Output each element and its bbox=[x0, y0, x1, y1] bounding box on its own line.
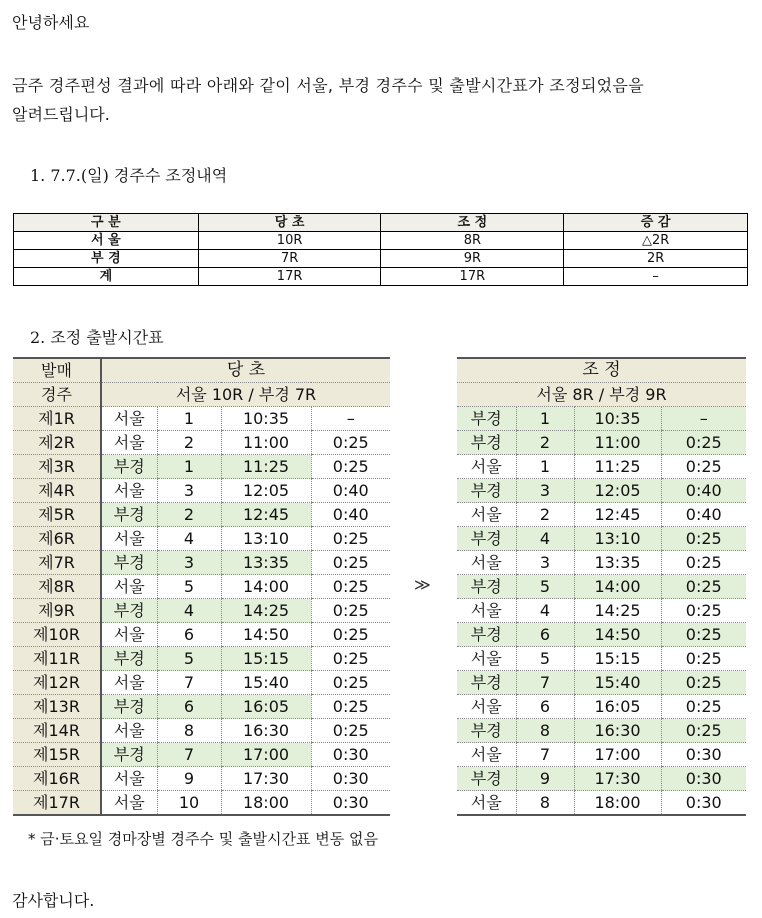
summary-cell: 10R bbox=[198, 232, 381, 250]
schedule-gap: 0:30 bbox=[311, 767, 390, 791]
schedule-row bbox=[457, 455, 746, 479]
summary-row bbox=[14, 268, 748, 286]
schedule-track: 서울 bbox=[101, 407, 157, 431]
schedule-time: 15:15 bbox=[574, 647, 661, 671]
schedule-row bbox=[13, 671, 390, 695]
adjusted-schedule-table bbox=[457, 357, 746, 816]
adjusted-title: 조 정 bbox=[457, 358, 746, 383]
original-schedule-table bbox=[13, 357, 390, 816]
summary-cell: △2R bbox=[564, 232, 748, 250]
schedule-row bbox=[13, 599, 390, 623]
schedule-num: 1 bbox=[516, 455, 574, 479]
schedule-num: 2 bbox=[516, 431, 574, 455]
schedule-row bbox=[457, 767, 746, 791]
footnote: * 금·토요일 경마장별 경주수 및 출발시간표 변동 없음 bbox=[28, 830, 378, 848]
schedule-row bbox=[457, 623, 746, 647]
schedule-time: 16:30 bbox=[574, 719, 661, 743]
schedule-time: 18:00 bbox=[221, 791, 311, 816]
schedule-time: 14:25 bbox=[574, 599, 661, 623]
schedule-time: 16:30 bbox=[221, 719, 311, 743]
schedule-track: 서울 bbox=[457, 695, 516, 719]
schedule-num: 6 bbox=[516, 623, 574, 647]
schedule-gap: 0:25 bbox=[311, 599, 390, 623]
schedule-row bbox=[457, 599, 746, 623]
schedule-time: 15:40 bbox=[221, 671, 311, 695]
schedule-time: 16:05 bbox=[574, 695, 661, 719]
schedule-time: 14:50 bbox=[574, 623, 661, 647]
summary-header-cell: 당 초 bbox=[198, 214, 381, 232]
race-label: 제5R bbox=[13, 503, 101, 527]
schedule-track: 부경 bbox=[101, 743, 157, 767]
schedule-num: 6 bbox=[157, 695, 221, 719]
race-label: 제4R bbox=[13, 479, 101, 503]
summary-row bbox=[14, 250, 748, 268]
intro-line-2: 알려드립니다. bbox=[12, 105, 110, 124]
schedule-num: 10 bbox=[157, 791, 221, 816]
summary-cell: 부 경 bbox=[14, 250, 199, 268]
schedule-track: 부경 bbox=[101, 503, 157, 527]
schedule-track: 서울 bbox=[101, 479, 157, 503]
schedule-gap: 0:25 bbox=[311, 671, 390, 695]
schedule-track: 부경 bbox=[457, 431, 516, 455]
schedule-track: 부경 bbox=[457, 671, 516, 695]
schedule-track: 부경 bbox=[101, 599, 157, 623]
race-label: 제13R bbox=[13, 695, 101, 719]
schedule-num: 4 bbox=[157, 599, 221, 623]
schedule-track: 부경 bbox=[457, 719, 516, 743]
schedule-row bbox=[457, 527, 746, 551]
schedule-num: 2 bbox=[157, 431, 221, 455]
schedule-time: 17:30 bbox=[574, 767, 661, 791]
schedule-gap: 0:40 bbox=[311, 503, 390, 527]
summary-cell: 8R bbox=[381, 232, 564, 250]
schedule-row bbox=[13, 527, 390, 551]
schedule-gap: 0:25 bbox=[661, 575, 746, 599]
race-label: 제10R bbox=[13, 623, 101, 647]
schedule-row bbox=[457, 647, 746, 671]
schedule-num: 9 bbox=[516, 767, 574, 791]
schedule-gap: 0:25 bbox=[661, 623, 746, 647]
schedule-gap: 0:25 bbox=[661, 431, 746, 455]
summary-cell: 2R bbox=[564, 250, 748, 268]
schedule-num: 5 bbox=[157, 647, 221, 671]
schedule-gap: 0:30 bbox=[661, 743, 746, 767]
schedule-track: 서울 bbox=[101, 575, 157, 599]
schedule-track: 서울 bbox=[457, 599, 516, 623]
schedule-time: 13:10 bbox=[221, 527, 311, 551]
schedule-row bbox=[457, 743, 746, 767]
race-label: 제9R bbox=[13, 599, 101, 623]
schedule-track: 서울 bbox=[457, 743, 516, 767]
schedule-row bbox=[13, 719, 390, 743]
schedule-track: 부경 bbox=[457, 575, 516, 599]
schedule-time: 13:10 bbox=[574, 527, 661, 551]
schedule-num: 5 bbox=[516, 575, 574, 599]
schedule-time: 14:50 bbox=[221, 623, 311, 647]
schedule-time: 11:25 bbox=[574, 455, 661, 479]
race-label: 제7R bbox=[13, 551, 101, 575]
schedule-num: 5 bbox=[516, 647, 574, 671]
schedule-num: 5 bbox=[157, 575, 221, 599]
schedule-row bbox=[13, 503, 390, 527]
summary-cell: 계 bbox=[14, 268, 199, 286]
schedule-gap: 0:25 bbox=[311, 575, 390, 599]
schedule-time: 13:35 bbox=[221, 551, 311, 575]
schedule-track: 서울 bbox=[101, 527, 157, 551]
summary-cell: 17R bbox=[381, 268, 564, 286]
schedule-gap: – bbox=[661, 407, 746, 431]
race-label: 제16R bbox=[13, 767, 101, 791]
schedule-row bbox=[13, 695, 390, 719]
schedule-gap: 0:25 bbox=[661, 719, 746, 743]
summary-table bbox=[13, 213, 748, 286]
schedule-gap: 0:25 bbox=[311, 527, 390, 551]
summary-cell: – bbox=[564, 268, 748, 286]
schedule-gap: 0:30 bbox=[661, 791, 746, 816]
summary-header-cell: 조 정 bbox=[381, 214, 564, 232]
schedule-time: 11:00 bbox=[574, 431, 661, 455]
ballot-header-bottom: 경주 bbox=[13, 383, 101, 407]
summary-cell: 9R bbox=[381, 250, 564, 268]
schedule-gap: 0:25 bbox=[661, 527, 746, 551]
schedule-gap: 0:30 bbox=[311, 791, 390, 816]
summary-cell: 7R bbox=[198, 250, 381, 268]
schedule-row bbox=[13, 791, 390, 816]
race-label: 제1R bbox=[13, 407, 101, 431]
schedule-gap: 0:25 bbox=[311, 455, 390, 479]
schedule-track: 서울 bbox=[457, 791, 516, 816]
schedule-track: 서울 bbox=[101, 767, 157, 791]
schedule-track: 부경 bbox=[457, 767, 516, 791]
schedule-track: 부경 bbox=[457, 407, 516, 431]
schedule-row bbox=[13, 575, 390, 599]
schedule-track: 서울 bbox=[457, 551, 516, 575]
schedule-gap: 0:30 bbox=[661, 767, 746, 791]
race-label: 제8R bbox=[13, 575, 101, 599]
race-label: 제14R bbox=[13, 719, 101, 743]
race-label: 제3R bbox=[13, 455, 101, 479]
race-label: 제17R bbox=[13, 791, 101, 816]
schedule-gap: 0:40 bbox=[661, 479, 746, 503]
schedule-time: 11:25 bbox=[221, 455, 311, 479]
greeting: 안녕하세요 bbox=[12, 13, 90, 32]
schedule-row bbox=[457, 479, 746, 503]
schedule-row bbox=[13, 479, 390, 503]
schedule-gap: 0:25 bbox=[311, 647, 390, 671]
schedule-time: 12:45 bbox=[574, 503, 661, 527]
schedule-row bbox=[457, 503, 746, 527]
schedule-num: 8 bbox=[516, 719, 574, 743]
schedule-track: 서울 bbox=[457, 647, 516, 671]
race-label: 제6R bbox=[13, 527, 101, 551]
schedule-time: 14:00 bbox=[574, 575, 661, 599]
schedule-gap: 0:40 bbox=[661, 503, 746, 527]
schedule-num: 8 bbox=[157, 719, 221, 743]
schedule-num: 3 bbox=[157, 479, 221, 503]
schedule-gap: – bbox=[311, 407, 390, 431]
schedule-track: 서울 bbox=[101, 671, 157, 695]
schedule-track: 부경 bbox=[101, 695, 157, 719]
schedule-row bbox=[457, 551, 746, 575]
schedule-row bbox=[13, 431, 390, 455]
section1-title: 1. 7.7.(일) 경주수 조정내역 bbox=[30, 166, 228, 185]
schedule-time: 12:45 bbox=[221, 503, 311, 527]
schedule-row bbox=[457, 791, 746, 816]
schedule-time: 16:05 bbox=[221, 695, 311, 719]
schedule-num: 7 bbox=[516, 743, 574, 767]
schedule-num: 4 bbox=[157, 527, 221, 551]
schedule-track: 부경 bbox=[457, 623, 516, 647]
original-subtitle: 서울 10R / 부경 7R bbox=[101, 383, 390, 407]
schedule-gap: 0:25 bbox=[661, 647, 746, 671]
schedule-track: 부경 bbox=[101, 647, 157, 671]
schedule-num: 2 bbox=[157, 503, 221, 527]
schedule-time: 17:00 bbox=[221, 743, 311, 767]
schedule-gap: 0:25 bbox=[311, 623, 390, 647]
schedule-track: 서울 bbox=[101, 791, 157, 816]
schedule-track: 서울 bbox=[457, 455, 516, 479]
schedule-track: 부경 bbox=[457, 527, 516, 551]
schedule-num: 1 bbox=[516, 407, 574, 431]
schedule-track: 부경 bbox=[101, 551, 157, 575]
schedule-gap: 0:25 bbox=[311, 431, 390, 455]
schedule-gap: 0:30 bbox=[311, 743, 390, 767]
schedule-row bbox=[457, 431, 746, 455]
schedule-gap: 0:25 bbox=[661, 551, 746, 575]
schedule-row bbox=[457, 407, 746, 431]
adjusted-subtitle: 서울 8R / 부경 9R bbox=[457, 383, 746, 407]
schedule-time: 18:00 bbox=[574, 791, 661, 816]
schedule-num: 7 bbox=[157, 743, 221, 767]
schedule-time: 17:30 bbox=[221, 767, 311, 791]
schedule-gap: 0:25 bbox=[661, 671, 746, 695]
schedule-time: 12:05 bbox=[221, 479, 311, 503]
schedule-num: 6 bbox=[157, 623, 221, 647]
schedule-time: 11:00 bbox=[221, 431, 311, 455]
summary-row bbox=[14, 232, 748, 250]
race-label: 제15R bbox=[13, 743, 101, 767]
schedule-time: 17:00 bbox=[574, 743, 661, 767]
schedule-num: 1 bbox=[157, 455, 221, 479]
schedule-num: 9 bbox=[157, 767, 221, 791]
schedule-track: 서울 bbox=[101, 623, 157, 647]
original-title: 당 초 bbox=[101, 358, 390, 383]
schedule-time: 14:00 bbox=[221, 575, 311, 599]
schedule-row bbox=[457, 695, 746, 719]
schedule-time: 13:35 bbox=[574, 551, 661, 575]
race-label: 제2R bbox=[13, 431, 101, 455]
ballot-header-top: 발매 bbox=[13, 358, 101, 383]
schedule-row bbox=[457, 671, 746, 695]
schedule-gap: 0:25 bbox=[661, 599, 746, 623]
race-label: 제11R bbox=[13, 647, 101, 671]
schedule-time: 10:35 bbox=[221, 407, 311, 431]
schedule-time: 15:40 bbox=[574, 671, 661, 695]
race-label: 제12R bbox=[13, 671, 101, 695]
schedule-num: 4 bbox=[516, 527, 574, 551]
schedule-time: 12:05 bbox=[574, 479, 661, 503]
schedule-row bbox=[13, 551, 390, 575]
closing: 감사합니다. bbox=[12, 891, 95, 910]
schedule-row bbox=[457, 719, 746, 743]
schedule-num: 3 bbox=[157, 551, 221, 575]
schedule-gap: 0:25 bbox=[311, 551, 390, 575]
schedule-row bbox=[457, 575, 746, 599]
schedule-row bbox=[13, 623, 390, 647]
summary-header-row bbox=[14, 214, 748, 232]
schedule-num: 3 bbox=[516, 479, 574, 503]
intro-line-1: 금주 경주편성 결과에 따라 아래와 같이 서울, 부경 경주수 및 출발시간표가 조정되었음을 bbox=[12, 76, 644, 95]
summary-header-cell: 증 감 bbox=[564, 214, 748, 232]
schedule-num: 7 bbox=[157, 671, 221, 695]
schedule-row bbox=[13, 455, 390, 479]
schedule-row bbox=[13, 647, 390, 671]
schedule-gap: 0:25 bbox=[311, 719, 390, 743]
schedule-gap: 0:25 bbox=[661, 455, 746, 479]
summary-header-cell: 구 분 bbox=[14, 214, 199, 232]
summary-cell: 서 울 bbox=[14, 232, 199, 250]
schedule-row bbox=[13, 767, 390, 791]
schedule-row bbox=[13, 407, 390, 431]
schedule-gap: 0:25 bbox=[311, 695, 390, 719]
schedule-num: 3 bbox=[516, 551, 574, 575]
schedule-gap: 0:25 bbox=[661, 695, 746, 719]
schedule-gap: 0:40 bbox=[311, 479, 390, 503]
summary-cell: 17R bbox=[198, 268, 381, 286]
schedule-num: 1 bbox=[157, 407, 221, 431]
schedule-row bbox=[13, 743, 390, 767]
schedule-track: 부경 bbox=[457, 479, 516, 503]
schedule-num: 2 bbox=[516, 503, 574, 527]
schedule-num: 4 bbox=[516, 599, 574, 623]
schedule-time: 14:25 bbox=[221, 599, 311, 623]
schedule-time: 10:35 bbox=[574, 407, 661, 431]
schedule-time: 15:15 bbox=[221, 647, 311, 671]
schedule-track: 서울 bbox=[101, 431, 157, 455]
schedule-track: 서울 bbox=[457, 503, 516, 527]
schedule-num: 6 bbox=[516, 695, 574, 719]
schedule-num: 7 bbox=[516, 671, 574, 695]
schedule-track: 서울 bbox=[101, 719, 157, 743]
schedule-track: 부경 bbox=[101, 455, 157, 479]
arrow-icon: ≫ bbox=[414, 575, 431, 594]
section2-title: 2. 조정 출발시간표 bbox=[30, 328, 164, 347]
schedule-num: 8 bbox=[516, 791, 574, 816]
